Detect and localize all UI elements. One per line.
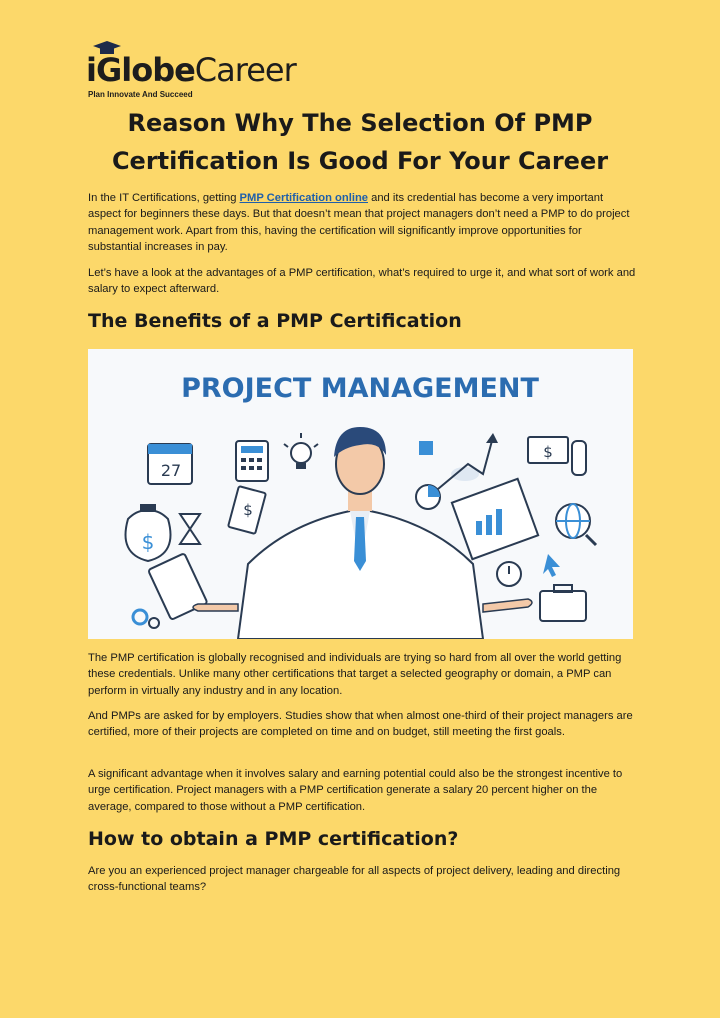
pmp-certification-link[interactable]: PMP Certification online — [239, 192, 368, 204]
logo-brand-part1: iGlobe — [86, 51, 195, 89]
pie-chart-icon — [416, 485, 440, 509]
dollar-bills-icon — [528, 437, 586, 475]
section-heading-benefits: The Benefits of a PMP Certification — [88, 310, 462, 332]
report-board-icon — [452, 479, 538, 559]
calendar-day: 27 — [160, 461, 182, 480]
obtain-paragraph: Are you an experienced project manager chargeable for all aspects of project delivery, leading and directing cross-functional teams? — [88, 865, 621, 894]
benefits-paragraph-1: The PMP certification is globally recognised and individuals are trying so hard from all over the world getting these credentials. Unlike many other certifications that target a selected geography or domain, a PMP can perform in virtually any industry and in any location. — [88, 652, 622, 697]
hourglass-icon — [180, 514, 200, 544]
intro-text-before: In the IT Certifications, getting — [88, 192, 240, 204]
cursor-icon — [543, 554, 560, 577]
project-management-illustration — [88, 349, 633, 639]
logo[interactable] — [86, 40, 326, 100]
puzzle-icon — [419, 441, 433, 455]
benefits-paragraph-2: And PMPs are asked for by employers. Studies show that when almost one-third of their project managers are certified, more of their projects are completed on time and on budget, still meeting the first goals. — [88, 710, 633, 739]
stopwatch-icon — [497, 562, 521, 586]
lightbulb-icon — [284, 433, 318, 469]
intro-paragraph — [88, 190, 636, 255]
briefcase-icon — [540, 585, 586, 621]
logo-tagline: Plan Innovate And Succeed — [88, 90, 193, 99]
globe-icon — [556, 504, 596, 545]
svg-text:$: $ — [543, 443, 553, 461]
gear-icon — [133, 610, 159, 628]
section-heading-obtain: How to obtain a PMP certification? — [88, 828, 459, 850]
logo-brand-part2: Career — [194, 51, 296, 89]
calculator-icon — [236, 441, 268, 481]
svg-text:$: $ — [141, 530, 155, 554]
benefits-paragraph-3: A significant advantage when it involves salary and earning potential could also be the strongest incentive to urge certification. Project managers with a PMP certification generate a salary 20 percent higher on the average, compared to those without a PMP certification. — [88, 768, 623, 813]
money-bag-icon — [126, 504, 171, 561]
svg-text:$: $ — [243, 501, 253, 519]
intro-paragraph-2: Let’s have a look at the advantages of a PMP certification, what’s required to urge it, and what sort of work and salary to expect afterward. — [88, 267, 636, 296]
intro-text-after: and its credential has become a very important aspect for beginners these days. But that doesn’t mean that project managers don’t need a PMP to do project management work. Apart from this, having the certification will significantly improve opportunities for substantial increases in pay. — [88, 192, 630, 253]
illustration-heading: PROJECT MANAGEMENT — [181, 373, 539, 404]
logo-wordmark — [86, 52, 296, 88]
cash-icon — [228, 486, 266, 534]
calendar-icon — [148, 444, 192, 484]
page-title: Reason Why The Selection Of PMP Certification Is Good For Your Career — [111, 109, 609, 175]
